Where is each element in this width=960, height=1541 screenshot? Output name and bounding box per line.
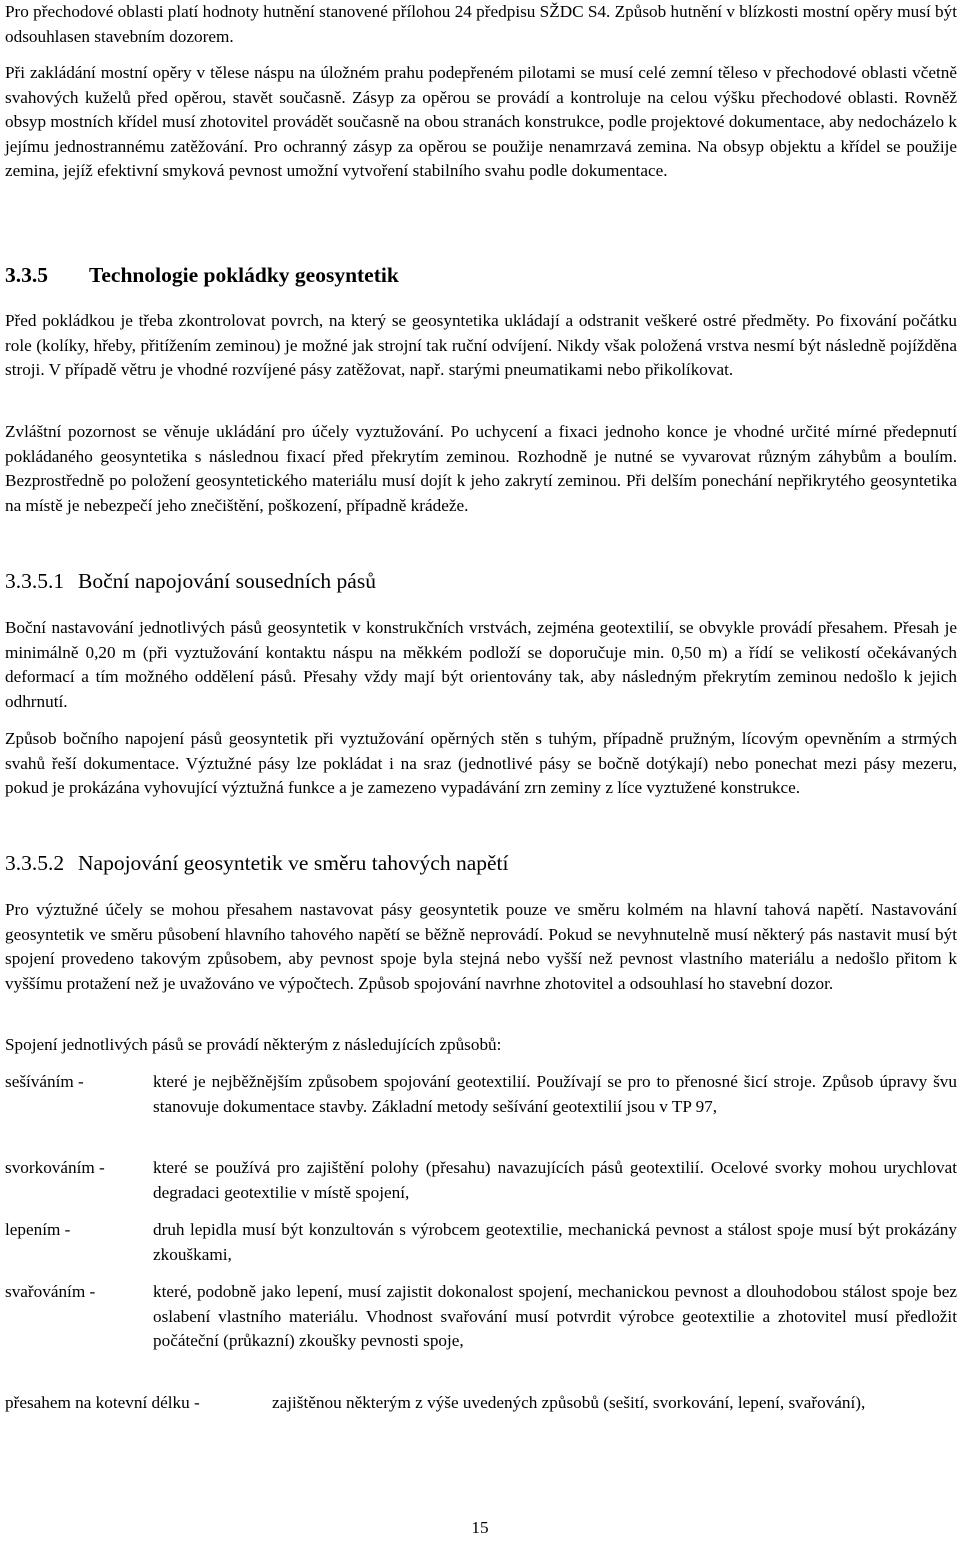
section-heading-3-3-5 xyxy=(5,262,399,288)
section-title: Napojování geosyntetik ve směru tahových napětí xyxy=(78,851,509,875)
page-number: 15 xyxy=(471,1518,489,1537)
joining-method-description: které je nejběžnějším způsobem spojování geotextilií. Používají se pro to přenosné šicí stroje. Způsob úpravy švu stanovuje dokumentace stavby. Základní metody sešívání geotextilií jsou v TP 97, xyxy=(153,1072,957,1116)
paragraph-joining-methods-intro: Spojení jednotlivých pásů se provádí některým z následujících způsobů: xyxy=(5,1035,502,1054)
joining-method-description: zajištěnou některým z výše uvedených způsobů (sešití, svorkování, lepení, svařování), xyxy=(272,1393,866,1412)
joining-method-description: které se používá pro zajištění polohy (přesahu) navazujících pásů geotextilií. Ocelové svorky mohou urychlovat degradaci geotextilie v místě spojení, xyxy=(153,1158,957,1202)
joining-method-description: druh lepidla musí být konzultován s výrobcem geotextilie, mechanická pevnost a stálost spoje musí být prokázány zkouškami, xyxy=(153,1220,957,1264)
section-number: 3.3.5.1 xyxy=(5,569,65,593)
paragraph-tensile-direction: Pro výztužné účely se mohou přesahem nastavovat pásy geosyntetik pouze ve směru kolmém na hlavní tahová napětí. Nastavování geosyntetik ve směru působení hlavního tahového napětí se běžně neprovádí. Pokud se nevyhnutelně musí některý pás nastavit musí být spojení provedeno takovým způsobem, aby pevnost spoje byla stejná nebo vyšší než pevnost vlastního materiálu a nedošlo přitom k vyššímu protažení než je uvažováno ve výpočtech. Způsob spojování navrhne zhotovitel a odsouhlasí ho stavební dozor. xyxy=(5,900,957,993)
section-number: 3.3.5 xyxy=(5,263,48,287)
paragraph-reinforcement-laying: Zvláštní pozornost se věnuje ukládání pro účely vyztužování. Po uchycení a fixaci jednoho konce je vhodné určité mírné předepnutí pokládaného geosyntetika s následnou fixací před překrytím zeminou. Rozhodně je nutné se vyvarovat různým záhybům a boulím. Bezprostředně po položení geosyntetického materiálu musí dojít k jeho zakrytí zeminou. Při delším ponechání nepřikrytého geosyntetika na místě je nebezpečí jeho znečištění, poškození, případně krádeže. xyxy=(5,422,957,515)
paragraph-side-joining-walls: Způsob bočního napojení pásů geosyntetik při vyztužování opěrných stěn s tuhým, případně pružným, lícovým opevněním a strmých svahů řeší dokumentace. Výztužné pásy lze pokládat i na sraz (jednotlivé pásy se bočně dotýkají) nebo ponechat mezi pásy mezeru, pokud je prokázána vyhovující výztužná funkce a je zamezeno vypadávání zrn zeminy z líce vyztužené konstrukce. xyxy=(5,729,957,798)
section-number: 3.3.5.2 xyxy=(5,851,65,875)
paragraph-side-overlap: Boční nastavování jednotlivých pásů geosyntetik v konstrukčních vrstvách, zejména geotextilií, se obvykle provádí přesahem. Přesah je minimálně 0,20 m (při vyztužování kontaktu náspu na měkkém podloží se doporučuje min. 0,50 m) a řídí se velikostí očekávaných deformací a tím možného oddělení pásů. Přesahy vždy mají být orientovány tak, aby následným překrytím zeminou nedošlo k jejich odhrnutí. xyxy=(5,618,957,711)
joining-method-term: přesahem na kotevní délku - xyxy=(5,1393,200,1412)
section-heading-3-3-5-1 xyxy=(5,568,376,594)
joining-method-term: svařováním - xyxy=(5,1282,96,1301)
joining-method-description: které, podobně jako lepení, musí zajistit dokonalost spojení, mechanickou pevnost a dlouhodobou stálost spoje bez oslabení vlastního materiálu. Vhodnost svařování musí potvrdit výrobce geotextilie a zhotovitel musí předložit počáteční (průkazní) zkoušky pevnosti spoje, xyxy=(153,1282,957,1351)
section-title: Boční napojování sousedních pásů xyxy=(78,569,376,593)
section-title: Technologie pokládky geosyntetik xyxy=(89,263,399,287)
joining-method-term: svorkováním - xyxy=(5,1158,105,1177)
paragraph-transition-values: Pro přechodové oblasti platí hodnoty hutnění stanovené přílohou 24 předpisu SŽDC S4. Způsob hutnění v blízkosti mostní opěry musí být odsouhlasen stavebním dozorem. xyxy=(5,2,957,46)
section-heading-3-3-5-2 xyxy=(5,850,508,876)
paragraph-geosynthetics-laying: Před pokládkou je třeba zkontrolovat povrch, na který se geosyntetika ukládají a odstranit veškeré ostré předměty. Po fixování počátku role (kolíky, hřeby, přitížením zeminou) je možné jak strojní tak ruční odvíjení. Nikdy však položená vrstva nesmí být následně pojížděna stroji. V případě větru je vhodné rozvíjené pásy zatěžovat, např. starými pneumatikami nebo přikolíkovat. xyxy=(5,311,957,380)
paragraph-abutment-fill: Při zakládání mostní opěry v tělese náspu na úložném prahu podepřeném pilotami se musí celé zemní těleso v přechodové oblasti včetně svahových kuželů před opěrou, stavět současně. Zásyp za opěrou se provádí a kontroluje na celou výšku přechodové oblasti. Rovněž obsyp mostních křídel musí zhotovitel provádět současně na obou stranách konstrukce, podle projektové dokumentace, aby nedocházelo k jejímu jednostrannému zatěžování. Pro ochranný zásyp za opěrou se použije nenamrzavá zemina. Na obsyp objektu a křídel se použije zemina, jejíž efektivní smyková pevnost umožní vytvoření stabilního svahu podle dokumentace. xyxy=(5,63,957,181)
joining-method-term: lepením - xyxy=(5,1220,71,1239)
joining-method-term: sešíváním - xyxy=(5,1072,84,1091)
